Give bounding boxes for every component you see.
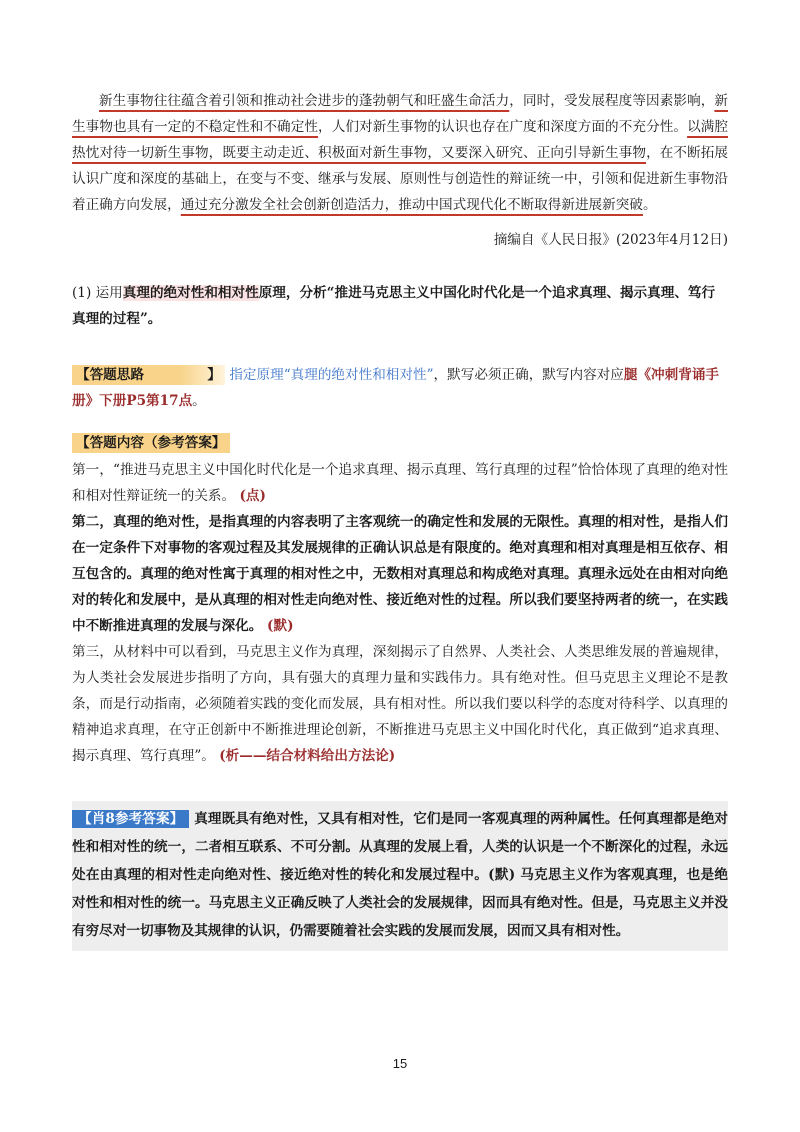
answer-point-1-tag: (点)	[239, 488, 266, 504]
underlined-sentence-3: 以满腔热忱对待一切新生事物，既要主动走近、积极面对新生事物，又要深入研究、正向引导新生事物	[72, 119, 729, 161]
tips-label-text: 【答题思路	[76, 367, 144, 383]
underlined-sentence-1: 新生事物往往蕴含着引领和推动社会进步的蓬勃朝气和旺盛生命活力	[99, 93, 510, 109]
answer-point-2-text: 第二，真理的绝对性，是指真理的内容表明了主客观统一的确定性和发展的无限性。真理的相对性，是指人们在一定条件下对事物的客观过程及其发展规律的正确认识总是有限度的。绝对真理和相对真理是相互依存、相互包含的。真理的绝对性寓于真理的相对性之中，无数相对真理总和构成绝对真理。真理永远处在由相对向绝对的转化和发展中，是从真理的相对性走向绝对性、接近绝对性的过程。所以我们要坚持两者的统一，在实践中不断推进真理的发展与深化。	[72, 514, 728, 634]
tips-end: 。	[192, 393, 206, 409]
question-1	[72, 280, 728, 332]
answer-point-3	[72, 639, 728, 769]
xiao8-text-2: 马克思主义作为客观真理，也是绝对性和相对性的统一。马克思主义正确反映了人类社会的发展规律，因而具有绝对性。但是，马克思主义并没有穷尽对一切事物及其规律的认识，仍需要随着社会实践的发展而发展，因而又具有相对性。	[72, 867, 729, 939]
answer-point-3-tag: (析——结合材料给出方法论)	[219, 748, 396, 764]
answer-point-1	[72, 457, 728, 509]
answer-point-2	[72, 509, 728, 639]
question-highlight: 真理的绝对性和相对性	[122, 285, 259, 301]
answer-point-1-text: 第一，“推进马克思主义中国化时代化是一个追求真理、揭示真理、笃行真理的过程”恰恰体现了真理的绝对性和相对性辩证统一的关系。	[72, 462, 728, 504]
tips-blue-text: 指定原理“真理的绝对性和相对性”	[229, 367, 434, 383]
answer-tips	[72, 362, 728, 414]
material-text-2: ，同时，受发展程度等因素影响，	[509, 93, 715, 109]
material-paragraph	[72, 88, 728, 218]
tips-red-text: 腿《冲刺背诵手册》下册P5第17点	[72, 367, 720, 409]
xiao8-tag: (默)	[488, 867, 516, 883]
answer-point-2-tag: (默)	[267, 618, 294, 634]
underlined-sentence-4: 通过充分激发全社会创新创造活力，推动中国式现代化不断取得新进展新突破	[180, 197, 643, 213]
material-source: 摘编自《人民日报》(2023年4月12日)	[493, 232, 728, 248]
page-content	[72, 88, 728, 951]
question-prefix: (1) 运用	[72, 285, 123, 301]
page-number: 15	[392, 1056, 408, 1071]
xiao8-text-1: 真理既具有绝对性，又具有相对性，它们是同一客观真理的两种属性。任何真理都是绝对性和相对性的统一，二者相互联系、不可分割。从真理的发展上看，人类的认识是一个不断深化的过程，永远处在由真理的相对性走向绝对性、接近绝对性的转化和发展过程中。	[72, 811, 728, 883]
underlined-sentence-2: 新生事物也具有一定的不稳定性和不确定性	[72, 93, 729, 135]
tips-label-end: 】	[207, 367, 221, 383]
material-text-6: ，在不断拓展认识广度和深度的基础上，在变与不变、继承与发展、原则性与创造性的辩证统一中，引领和促进新生事物沿着正确方向发展，	[72, 145, 728, 213]
answer-point-3-text: 第三，从材料中可以看到，马克思主义作为真理，深刻揭示了自然界、人类社会、人类思维发展的普遍规律，为人类社会发展进步指明了方向，具有强大的真理力量和实践伟力。具有绝对性。但马克思主义理论不是教条，而是行动指南，必须随着实践的变化而发展，具有相对性。所以我们要以科学的态度对待科学、以真理的精神追求真理，在守正创新中不断推进理论创新，不断推进马克思主义中国化时代化，真正做到“追求真理、揭示真理、笃行真理”。	[72, 644, 728, 764]
xiao8-label: 【肖8参考答案】	[72, 810, 189, 828]
material-text-4: ，人们对新生事物的认识也存在广度和深度方面的不充分性。	[318, 119, 688, 135]
question-rest: 原理，分析“推进马克思主义中国化时代化是一个追求真理、揭示真理、笃行真理的过程”。	[72, 285, 716, 327]
answer-label: 【答题内容（参考答案】	[72, 433, 230, 453]
answer-section	[72, 432, 728, 769]
tips-label	[72, 365, 225, 385]
material-text-8: 。	[642, 197, 657, 213]
tips-normal-text: ，默写必须正确，默写内容对应	[433, 367, 624, 383]
xiao8-answer-box	[72, 801, 728, 951]
